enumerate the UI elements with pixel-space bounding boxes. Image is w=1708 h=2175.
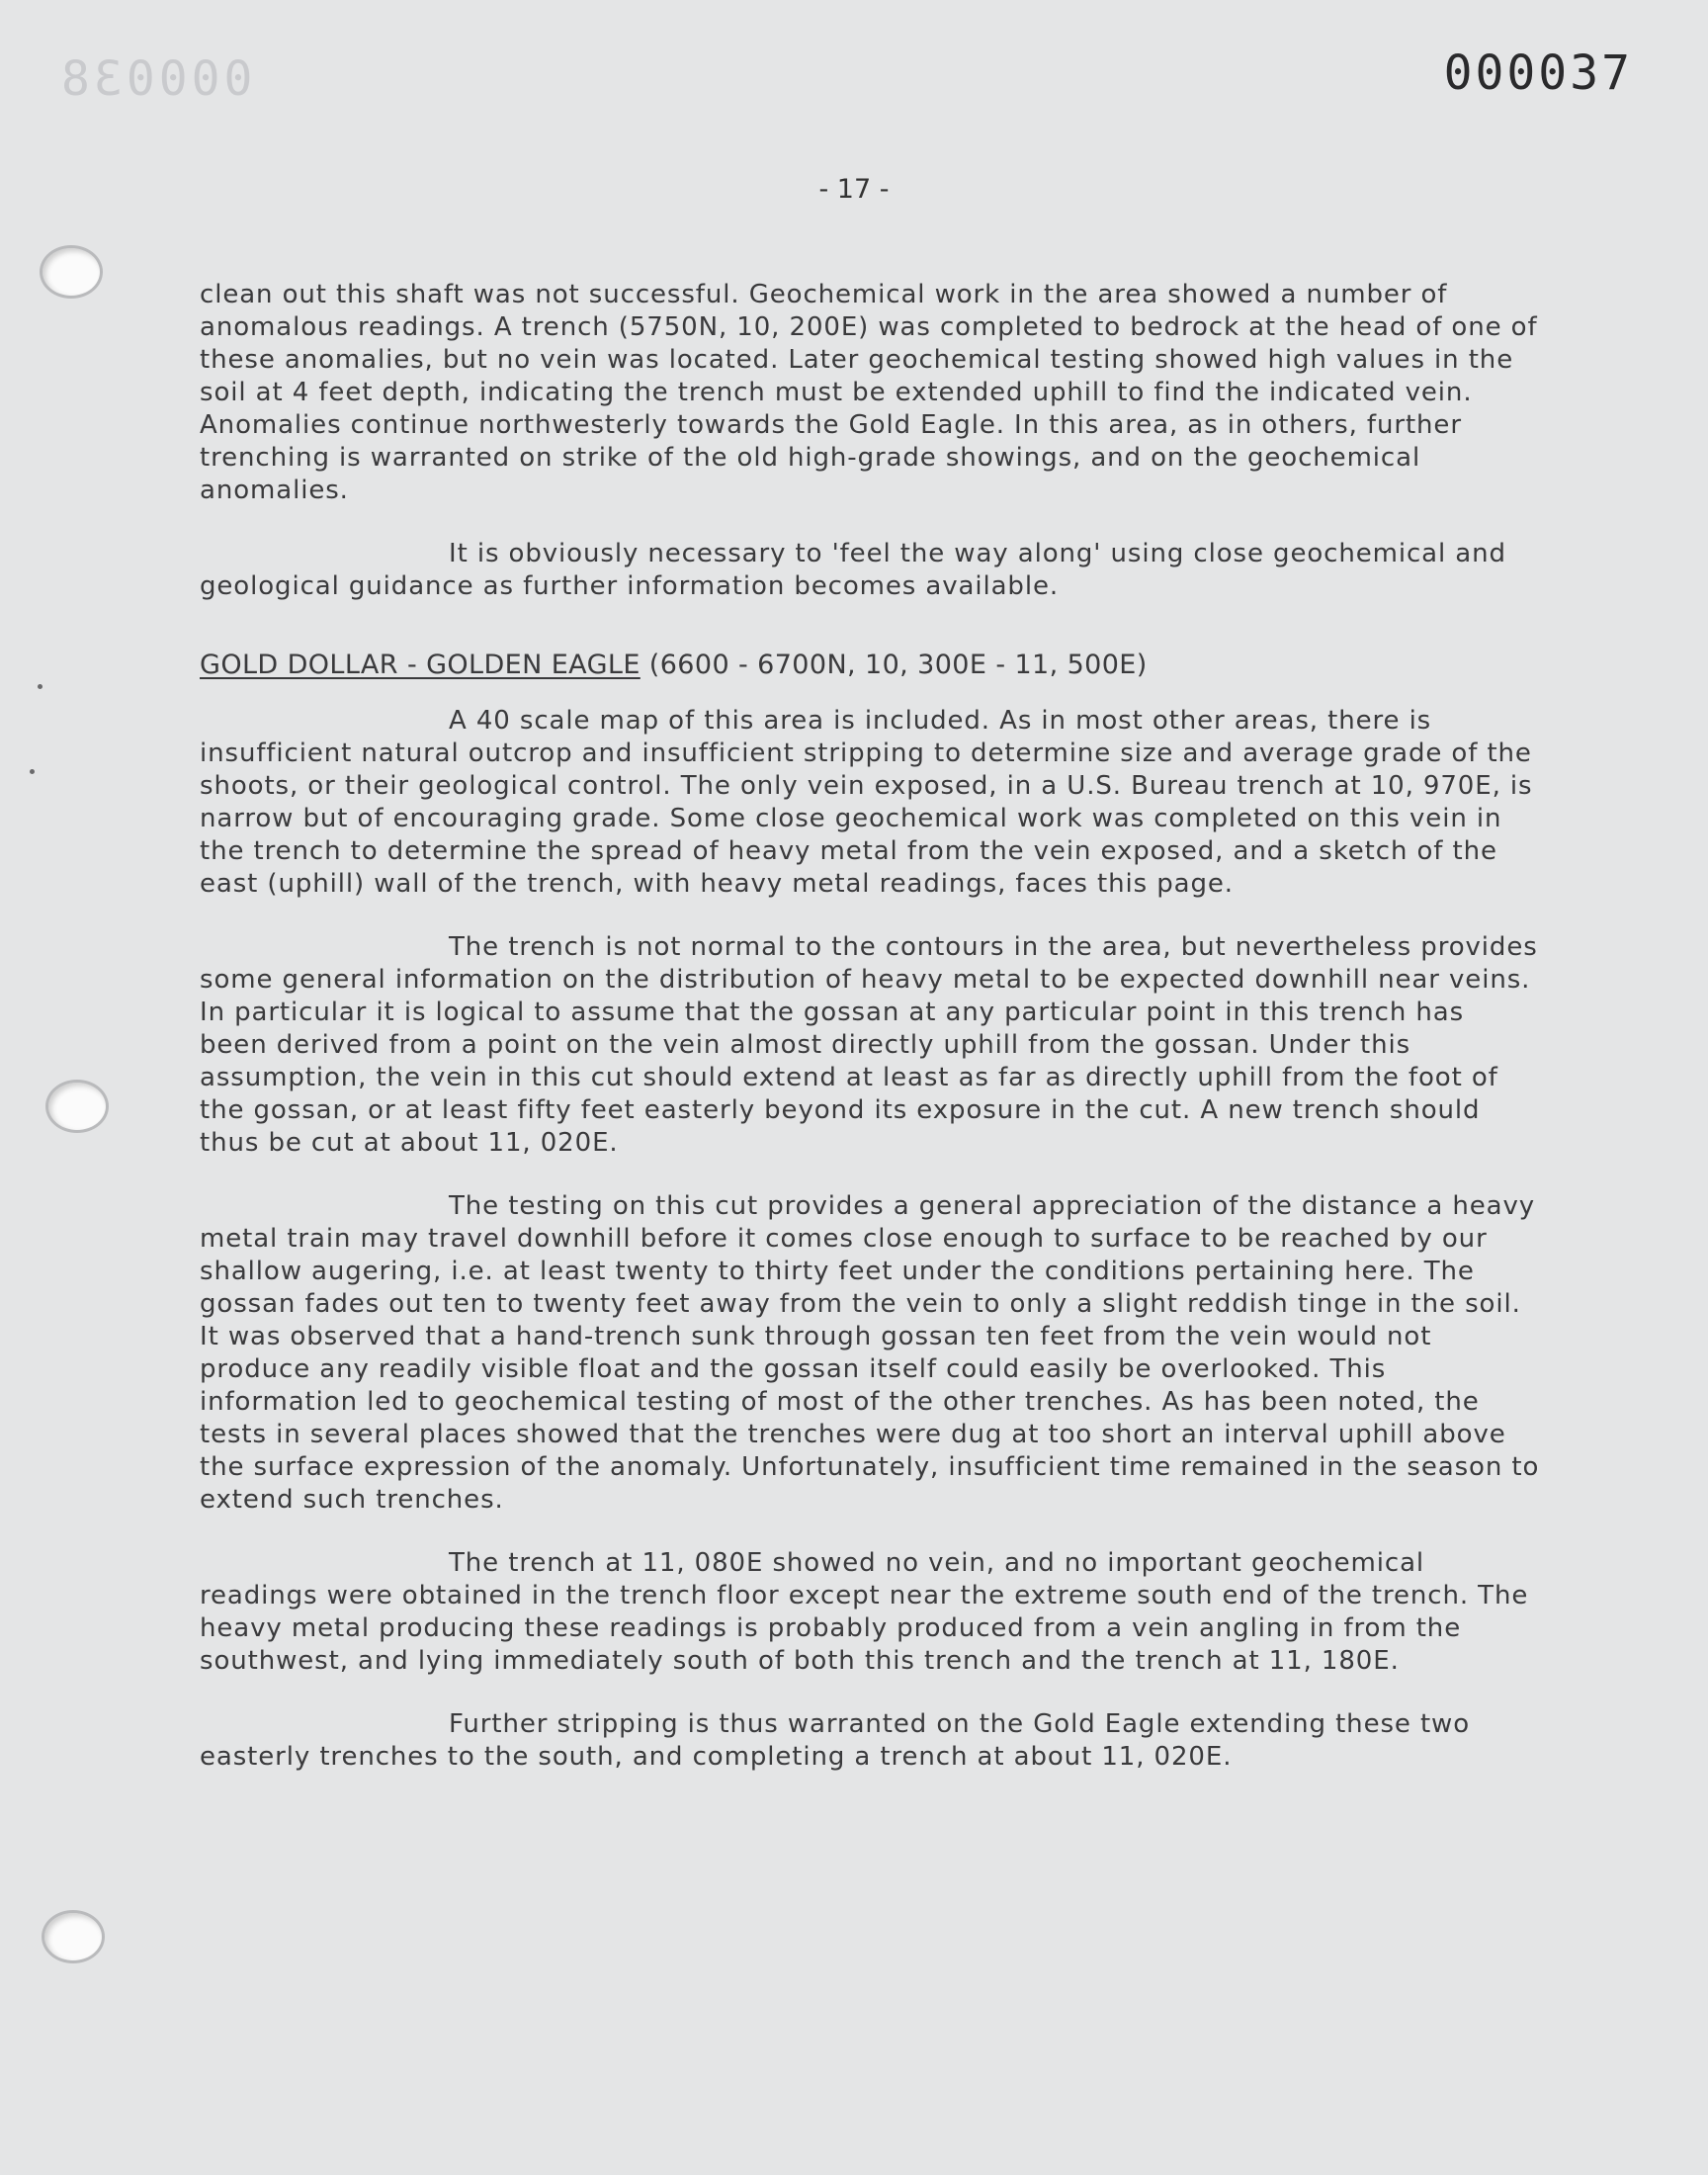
paragraph: Further stripping is thus warranted on the Gold Eagle extending these two easterly trenches to the south, and completing a trench at about 11, 020E. [200,1709,1471,1772]
document-number: 000037 [1443,45,1633,101]
paragraph: The trench at 11, 080E showed no vein, and no important geochemical readings were obtained in the trench floor except near the extreme south end of the trench. The heavy metal producing these readings is probably produced from a vein angling in from the southwest, and lying immediately south of both this trench and the trench at 11, 180E. [200,1548,1529,1676]
paragraph: The trench is not normal to the contours in the area, but nevertheless provides some general information on the distribution of heavy metal to be expected downhill near veins. In particular it is logical to assume that the gossan at any particular point in this trench has been derived from a point on the vein almost directly uphill from the gossan. Under this assumption, the vein in this cut should extend at least as far as directly uphill from the foot of the gossan, or at least fifty feet easterly beyond its exposure in the cut. A new trench should thus be cut at about 11, 020E. [200,932,1538,1158]
page-number: - 17 - [818,174,890,205]
paragraph: It is obviously necessary to 'feel the way along' using close geochemical and geological guidance as further information becomes available. [200,539,1506,601]
bleed-through-stamp: 000038 [57,51,253,107]
paper-speck [30,769,35,774]
section-coordinates: (6600 - 6700N, 10, 300E - 11, 500E) [640,650,1148,680]
binder-hole-bottom [42,1910,105,1963]
binder-hole-top [40,245,103,299]
document-body [200,279,1540,1804]
paragraph: clean out this shaft was not successful. Geochemical work in the area showed a number of anomalous readings. A trench (5750N, 10, 200E) was completed to bedrock at the head of one of these anomalies, but no vein was located. Later geochemical testing showed high values in the soil at 4 feet depth, indicating the trench must be extended uphill to find the indicated vein. Anomalies continue northwesterly towards the Gold Eagle. In this area, as in others, further trenching is warranted on strike of the old high-grade showings, and on the geochemical anomalies. [200,280,1538,505]
binder-hole-middle [45,1080,109,1133]
paragraph: A 40 scale map of this area is included. As in most other areas, there is insufficient natural outcrop and insufficient stripping to determine size and average grade of the shoots, or their geological control. The only vein exposed, in a U.S. Bureau trench at 10, 970E, is narrow but of encouraging grade. Some close geochemical work was completed on this vein in the trench to determine the spread of heavy metal from the vein exposed, and a sketch of the east (uphill) wall of the trench, with heavy metal readings, faces this page. [200,706,1533,899]
section-heading [200,649,1540,681]
section-title: GOLD DOLLAR - GOLDEN EAGLE [200,650,640,680]
paper-speck [38,684,43,689]
paragraph: The testing on this cut provides a general appreciation of the distance a heavy metal train may travel downhill before it comes close enough to surface to be reached by our shallow augering, i.e. at least twenty to thirty feet under the conditions pertaining here. The gossan fades out ten to twenty feet away from the vein to only a slight reddish tinge in the soil. It was observed that a hand-trench sunk through gossan ten feet from the vein would not produce any readily visible float and the gossan itself could easily be overlooked. This information led to geochemical testing of most of the other trenches. As has been noted, the tests in several places showed that the trenches were dug at too short an interval uphill above the surface expression of the anomaly. Unfortunately, insufficient time remained in the season to extend such trenches. [200,1191,1540,1515]
